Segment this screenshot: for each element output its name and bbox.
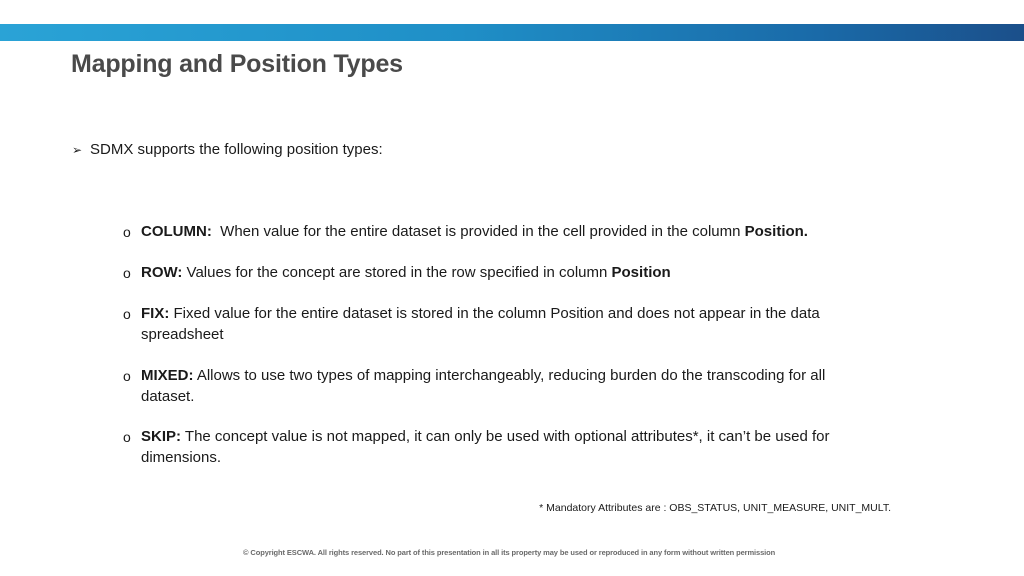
list-item-text [141,366,881,407]
arrow-right-icon: ➢ [72,142,83,157]
list-item-text [141,427,881,468]
intro-text: SDMX supports the following position types: [90,141,383,158]
list-item-fix [123,304,881,345]
circle-outline-icon: o [123,429,131,445]
item-label: ROW: [141,264,183,281]
list-item-column [123,222,881,243]
circle-outline-icon: o [123,368,131,384]
list-item-mixed [123,366,881,407]
item-description: Values for the concept are stored in the row specified in column [182,264,612,281]
item-description: When value for the entire dataset is provided in the cell provided in the column [211,223,745,240]
item-description: The concept value is not mapped, it can only be used with optional attributes*, it can’t be used for dimensions. [141,428,834,466]
circle-outline-icon: o [123,224,131,240]
item-emphasis: Position [611,264,671,281]
item-label: FIX: [141,305,170,322]
list-item-text [141,263,881,284]
item-description: Allows to use two types of mapping interchangeably, reducing burden do the transcoding for all dataset. [141,367,830,405]
slide-title: Mapping and Position Types [71,50,403,78]
item-description: Fixed value for the entire dataset is stored in the column Position and does not appear in the data spreadsheet [141,305,824,343]
copyright-notice: © Copyright ESCWA. All rights reserved. No part of this presentation in all its property may be used or reproduced in any form without written permission [243,548,776,557]
item-label: MIXED: [141,367,194,384]
list-item-text [141,222,881,243]
footnote: * Mandatory Attributes are : OBS_STATUS, UNIT_MEASURE, UNIT_MULT. [539,502,891,514]
item-label: COLUMN: [141,223,212,240]
header-banner [0,24,1024,41]
item-emphasis: Position. [744,223,808,240]
list-item-text [141,304,881,345]
list-item-skip [123,427,881,468]
list-item-row [123,263,881,284]
circle-outline-icon: o [123,306,131,322]
intro-line [72,141,383,158]
item-label: SKIP: [141,428,182,445]
circle-outline-icon: o [123,265,131,281]
